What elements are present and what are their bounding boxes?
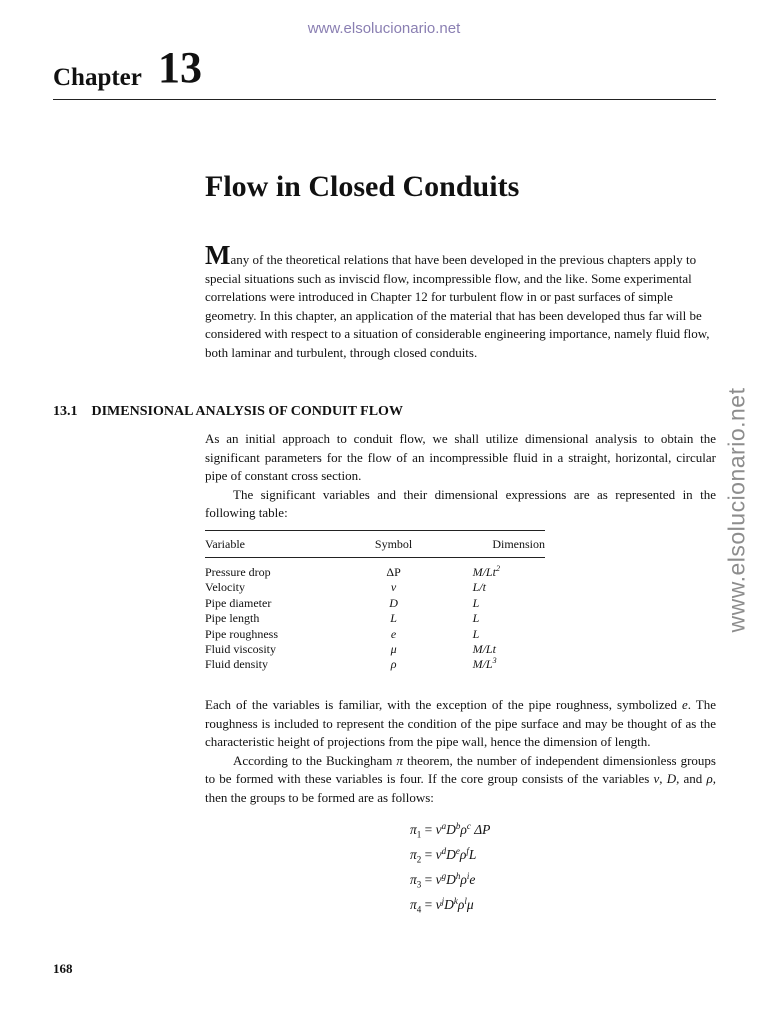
header-variable: Variable (205, 537, 245, 551)
intro-text: any of the theoretical relations that have been developed in the previous chapters apply to special situations such as inviscid flow, incompressible flow, and the like. Some experimental correlations were introduced in Chapter 12 for turbulent flow in or past surfaces of simple geometry. In this chapter, an application of the material that has been developed thus far will be considered with respect to a situation of considerable engineering importance, namely fluid flow, both laminar and turbulent, through closed conduits. (205, 252, 710, 360)
table-row (205, 642, 545, 657)
cell-dimension: L (472, 611, 480, 626)
table-header-row (205, 531, 545, 558)
cell-variable: Fluid density (205, 657, 269, 672)
table-row (205, 657, 545, 672)
intro-paragraph (205, 240, 715, 362)
equation-pi-4: $\pi_4 = v^jD^k\rho^l\mu$ (410, 896, 474, 915)
equation-pi-3: $\pi_3 = v^gD^h\rho^ie$ (410, 871, 476, 890)
header-symbol: Symbol (374, 537, 413, 551)
cell-variable: Pipe length (205, 611, 260, 626)
cell-dimension: L (472, 595, 480, 610)
table-row (205, 580, 545, 595)
section-paragraph-1: As an initial approach to conduit flow, we shall utilize dimensional analysis to obtain the significant parameters for the flow of an incompressible fluid in a straight, horizontal, circular pipe of constant cross section. (205, 431, 716, 483)
watermark-url-top: www.elsolucionario.net (307, 20, 461, 37)
table-row (205, 611, 545, 626)
cell-symbol: v (390, 580, 397, 595)
cell-symbol: ρ (390, 657, 397, 672)
chapter-title: Flow in Closed Conduits (205, 170, 520, 203)
page-number: 168 (53, 961, 73, 976)
header-dimension: Dimension (492, 537, 545, 551)
cell-dimension: L (472, 626, 480, 641)
equation-pi-2: $\pi_2 = v^dD^e\rho^fL$ (410, 846, 477, 865)
section-heading (53, 404, 403, 420)
cell-dimension: M/Lt$^2$ (472, 564, 500, 579)
cell-variable: Pipe roughness (205, 626, 278, 641)
table-row (205, 596, 545, 611)
section-number: 13.1 (53, 404, 78, 419)
pi-group-equations (410, 817, 490, 917)
section-intro-text (205, 430, 716, 523)
chapter-rule (53, 99, 716, 100)
cell-symbol: D (389, 595, 398, 610)
chapter-label: Chapter (53, 64, 142, 91)
cell-symbol: e (390, 626, 397, 641)
cell-dimension: $M/L^3$ (472, 656, 497, 672)
cell-variable: Pipe diameter (205, 595, 272, 610)
table-row (205, 627, 545, 642)
variables-table (205, 530, 545, 673)
cell-symbol: L (390, 611, 397, 626)
table-row (205, 558, 545, 581)
cell-dimension: M/Lt (472, 642, 496, 657)
post-table-text (205, 696, 716, 807)
cell-dimension: L/t (472, 580, 486, 595)
cell-variable: Velocity (205, 580, 245, 595)
cell-variable: Pressure drop (205, 565, 271, 579)
equation-pi-1: $\pi_1 = v^aD^b\rho^c$ ΔP (410, 821, 491, 840)
section-title: DIMENSIONAL ANALYSIS OF CONDUIT FLOW (91, 404, 403, 419)
watermark-url-side: www.elsolucionario.net (723, 387, 750, 633)
chapter-number: 13 (158, 43, 202, 92)
buckingham-paragraph: According to the Buckingham π theorem, the number of independent dimensionless groups to be formed with these variables is four. If the core group consists of the variables v, D, and ρ, then the groups to be formed are as follows: (205, 752, 716, 805)
section-paragraph-2: The significant variables and their dimensional expressions are as represented in the following table: (205, 486, 716, 520)
roughness-paragraph: Each of the variables is familiar, with the exception of the pipe roughness, symbolized e. The roughness is included to represent the condition of the pipe surface and may be thought of as the characteristic height of projections from the pipe wall, hence the dimension of length. (205, 697, 716, 749)
cell-variable: Fluid viscosity (205, 642, 277, 657)
drop-cap: M (205, 240, 231, 270)
cell-symbol: μ (390, 642, 397, 657)
cell-symbol: ΔP (386, 565, 401, 579)
